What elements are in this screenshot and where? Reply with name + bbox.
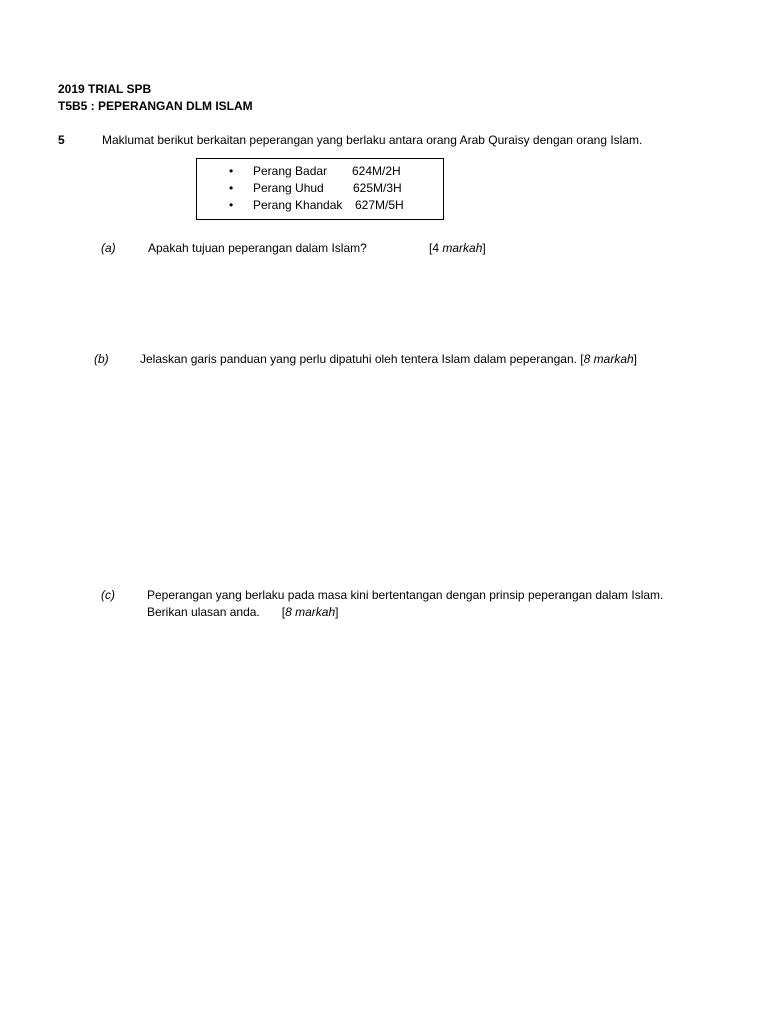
topic-title: T5B5 : PEPERANGAN DLM ISLAM	[58, 99, 253, 113]
war-name: Perang Uhud	[253, 181, 324, 195]
part-b-marks: 8 markah	[583, 352, 634, 366]
marks-number: 4	[432, 241, 440, 255]
question-number: 5	[58, 133, 65, 147]
war-list-item	[197, 164, 445, 180]
part-c-label: (c)	[101, 588, 115, 602]
part-a-question: Apakah tujuan peperangan dalam Islam?	[148, 241, 367, 255]
part-b-label: (b)	[94, 352, 109, 366]
question-intro: Maklumat berikut berkaitan peperangan yang berlaku antara orang Arab Quraisy dengan orang Islam.	[102, 133, 643, 147]
bullet-icon: •	[229, 198, 234, 212]
war-info-box	[196, 158, 444, 220]
bullet-icon: •	[229, 181, 234, 195]
part-c-question-line1: Peperangan yang berlaku pada masa kini bertentangan dengan prinsip peperangan dalam Islam.	[147, 588, 664, 602]
part-b-question: Jelaskan garis panduan yang perlu dipatuhi oleh tentera Islam dalam peperangan. [8 markah]	[140, 352, 638, 366]
war-date: 625M/3H	[353, 181, 402, 195]
part-a-label: (a)	[101, 241, 116, 255]
part-c-question-line2: Berikan ulasan anda. [8 markah]	[147, 605, 339, 619]
war-list-item	[197, 198, 445, 214]
bullet-icon: •	[229, 164, 234, 178]
war-name: Perang Badar	[253, 164, 328, 178]
war-list-item	[197, 181, 445, 197]
war-name: Perang Khandak	[253, 198, 343, 212]
part-c-marks: 8 markah	[285, 605, 336, 619]
war-date: 627M/5H	[355, 198, 404, 212]
part-a-marks: [4 markah]	[429, 241, 486, 255]
exam-title: 2019 TRIAL SPB	[58, 82, 152, 96]
marks-word: markah	[439, 241, 483, 255]
war-date: 624M/2H	[352, 164, 401, 178]
